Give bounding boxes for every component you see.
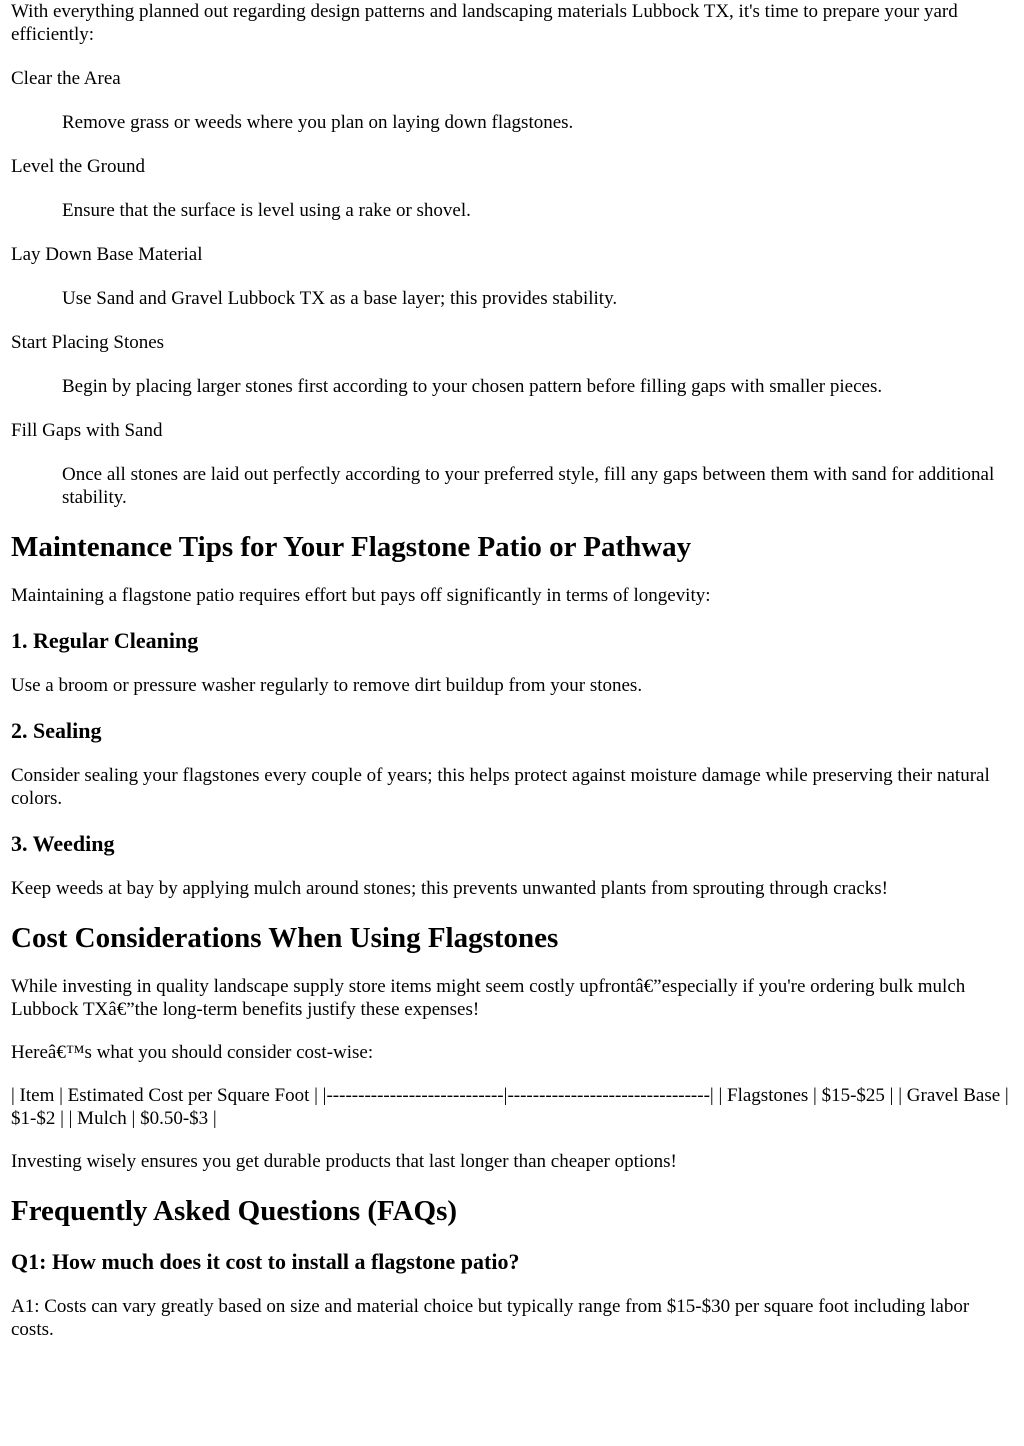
step-term: Fill Gaps with Sand (11, 420, 163, 441)
maintenance-heading: Maintenance Tips for Your Flagstone Patio or Pathway (11, 531, 692, 563)
step-term: Lay Down Base Material (11, 244, 203, 265)
cost-paragraph-1: While investing in quality landscape supply store items might seem costly upfrontâ€”especially if you're ordering bulk mulch Lubbock TXâ€”the long-term benefits justify these expenses! (11, 976, 966, 1020)
maintenance-intro: Maintaining a flagstone patio requires effort but pays off significantly in terms of longevity: (11, 585, 711, 606)
faq-answer: A1: Costs can vary greatly based on size and material choice but typically range from $15-$30 per square foot including labor costs. (11, 1296, 970, 1340)
step-description: Remove grass or weeds where you plan on laying down flagstones. (62, 112, 574, 133)
tip-text: Use a broom or pressure washer regularly to remove dirt buildup from your stones. (11, 675, 643, 696)
intro-paragraph: With everything planned out regarding design patterns and landscaping materials Lubbock TX, it's time to prepare your yard efficiently: (11, 1, 958, 45)
faq-question: Q1: How much does it cost to install a flagstone patio? (11, 1249, 520, 1274)
tip-title: 2. Sealing (11, 718, 102, 743)
cost-table-text: | Item | Estimated Cost per Square Foot | |----------------------------|--------------------------------| | Flagstones | $15-$25 | | Gravel Base | $1-$2 | | Mulch | $0.50-$3 | (11, 1085, 1009, 1129)
faq-heading: Frequently Asked Questions (FAQs) (11, 1195, 458, 1227)
step-term: Level the Ground (11, 156, 146, 177)
tip-title: 3. Weeding (11, 831, 115, 856)
step-description: Ensure that the surface is level using a rake or shovel. (62, 200, 471, 221)
step-term: Clear the Area (11, 68, 121, 89)
tip-title: 1. Regular Cleaning (11, 628, 199, 653)
step-description: Once all stones are laid out perfectly according to your preferred style, fill any gaps between them with sand for additional stability. (62, 464, 995, 508)
tip-text: Consider sealing your flagstones every couple of years; this helps protect against moisture damage while preserving their natural colors. (11, 765, 990, 809)
tip-text: Keep weeds at bay by applying mulch around stones; this prevents unwanted plants from sprouting through cracks! (11, 878, 888, 899)
step-description: Use Sand and Gravel Lubbock TX as a base layer; this provides stability. (62, 288, 618, 309)
cost-heading: Cost Considerations When Using Flagstones (11, 922, 559, 954)
cost-paragraph-2: Hereâ€™s what you should consider cost-wise: (11, 1042, 374, 1063)
preparation-steps-list (11, 67, 1013, 509)
cost-paragraph-3: Investing wisely ensures you get durable products that last longer than cheaper options! (11, 1151, 677, 1172)
step-term: Start Placing Stones (11, 332, 165, 353)
step-description: Begin by placing larger stones first according to your chosen pattern before filling gaps with smaller pieces. (62, 376, 883, 397)
